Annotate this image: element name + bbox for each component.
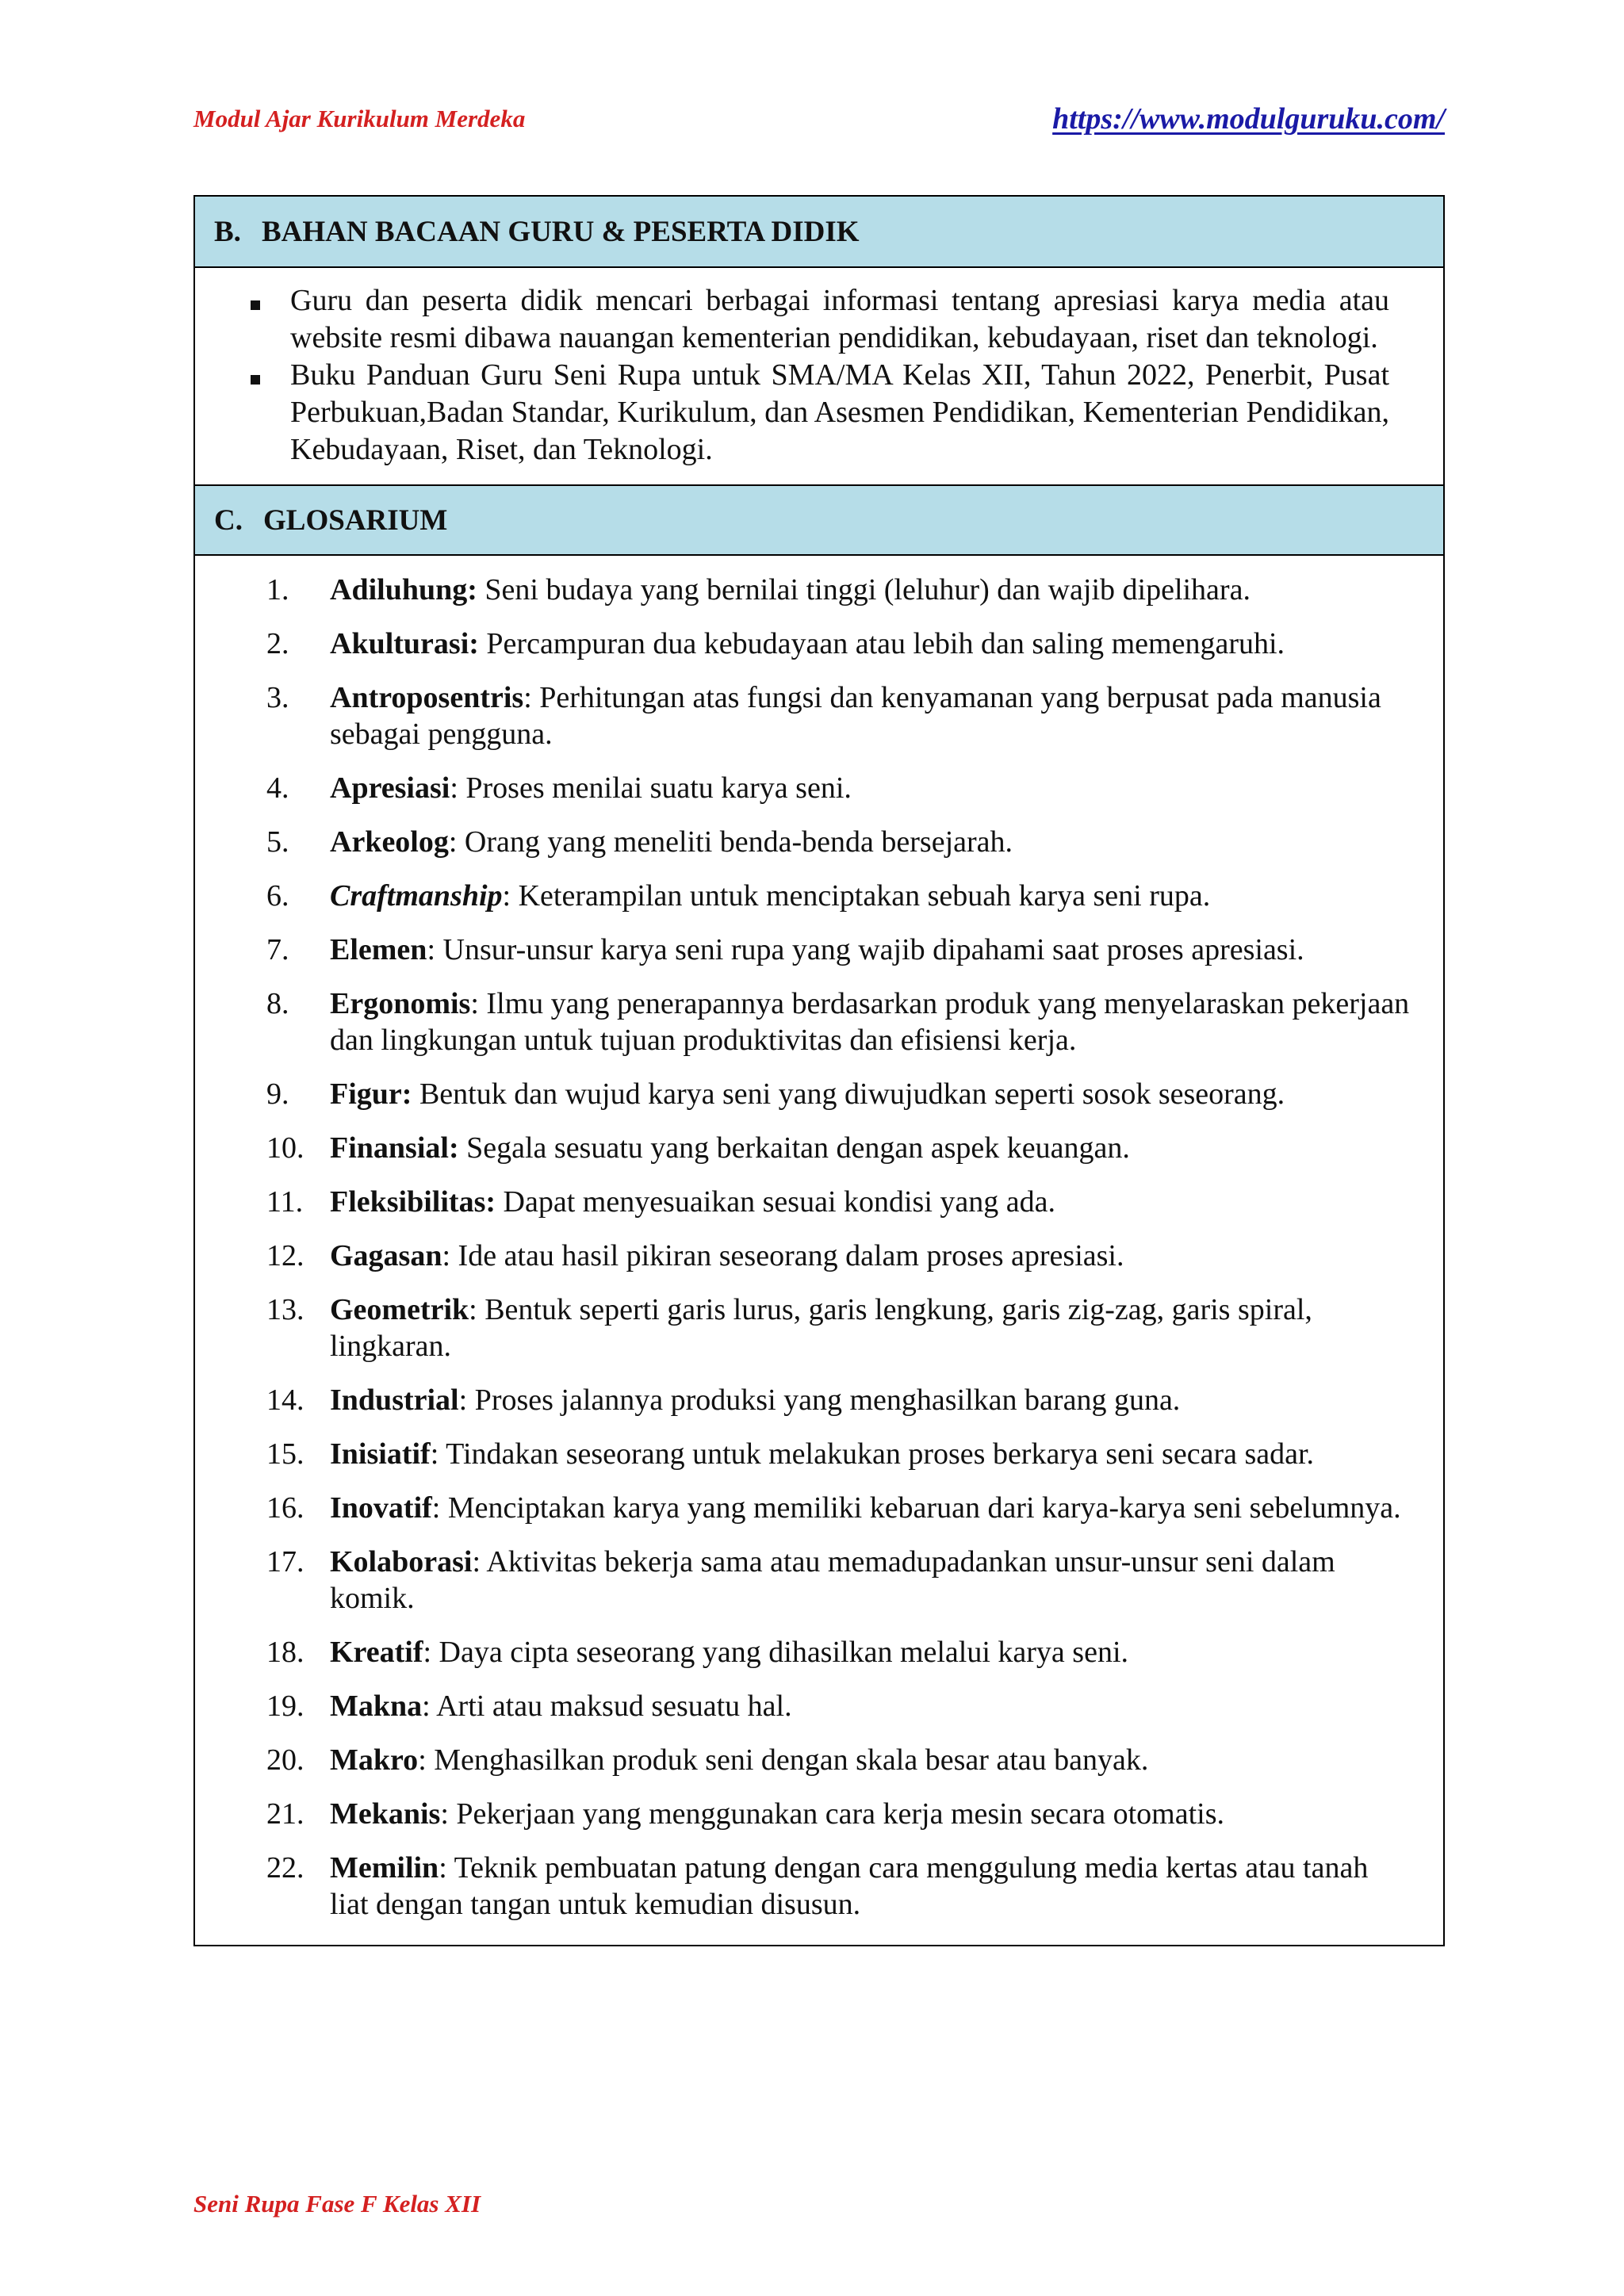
glossary-term: Finansial:	[330, 1131, 459, 1165]
glossary-item	[266, 1184, 1411, 1220]
glossary-definition: : Keterampilan untuk menciptakan sebuah karya seni rupa.	[502, 879, 1211, 913]
glossary-number: 20.	[266, 1743, 304, 1777]
glossary-definition: : Perhitungan atas fungsi dan kenyamanan yang berpusat pada manusia sebagai pengguna.	[330, 681, 1381, 751]
glossary-number: 5.	[266, 825, 289, 859]
glossary-number: 3.	[266, 681, 289, 714]
list-item	[249, 282, 1389, 357]
glossary-number: 2.	[266, 627, 289, 660]
glossary-entry	[330, 770, 1411, 806]
glossary-number: 6.	[266, 879, 289, 913]
glossary-entry	[330, 1634, 1411, 1670]
glossary-entry	[330, 679, 1411, 752]
glossary-definition: Seni budaya yang bernilai tinggi (leluhur) dan wajib dipelihara.	[477, 573, 1251, 607]
glossary-entry	[330, 1796, 1411, 1832]
glossary-number: 7.	[266, 933, 289, 966]
glossary-number: 8.	[266, 987, 289, 1020]
glossary-term: Fleksibilitas:	[330, 1185, 496, 1219]
glossary-item	[266, 1076, 1411, 1112]
glossary-number: 1.	[266, 573, 289, 607]
glossary-term: Kreatif	[330, 1636, 423, 1669]
glossary-term: Makro	[330, 1743, 419, 1777]
glossary-entry	[330, 932, 1411, 968]
glossary-item	[266, 932, 1411, 968]
glossary-definition: : Orang yang meneliti benda-benda bersejarah.	[448, 825, 1013, 859]
glossary-entry	[330, 1742, 1411, 1778]
glossary-definition: Dapat menyesuaikan sesuai kondisi yang ada.	[496, 1185, 1055, 1219]
glossary-entry	[330, 1688, 1411, 1724]
glossary-item	[266, 1796, 1411, 1832]
glossary-definition: : Proses menilai suatu karya seni.	[450, 771, 852, 805]
glossary-item	[266, 1544, 1411, 1617]
page-header	[193, 101, 1445, 141]
glossary-term: Elemen	[330, 933, 427, 966]
glossary-entry	[330, 878, 1411, 914]
glossary-number: 9.	[266, 1077, 289, 1111]
section-b-title: BAHAN BACAAN GURU & PESERTA DIDIK	[262, 215, 860, 248]
glossary-entry	[330, 985, 1411, 1058]
glossary-entry	[330, 1490, 1411, 1526]
glossary-item	[266, 1436, 1411, 1472]
glossary-term: Industrial	[330, 1383, 459, 1417]
glossary-term: Ergonomis	[330, 987, 471, 1020]
glossary-item	[266, 626, 1411, 662]
glossary-definition: : Menghasilkan produk seni dengan skala besar atau banyak.	[418, 1743, 1149, 1777]
page-footer: Seni Rupa Fase F Kelas XII	[193, 2190, 481, 2218]
glossary-item	[266, 1850, 1411, 1923]
glossary-item	[266, 824, 1411, 860]
glossary-item	[266, 1292, 1411, 1364]
reading-materials-list	[195, 268, 1443, 484]
glossary-number: 4.	[266, 771, 289, 805]
glossary-entry	[330, 1238, 1411, 1274]
glossary-term: Akulturasi:	[330, 627, 479, 660]
glossary-number: 18.	[266, 1636, 304, 1669]
glossary-term: Antroposentris	[330, 681, 524, 714]
glossary-definition: : Arti atau maksud sesuatu hal.	[422, 1689, 792, 1723]
glossary-definition: : Proses jalannya produksi yang menghasilkan barang guna.	[458, 1383, 1181, 1417]
square-bullet-icon	[249, 282, 290, 320]
glossary-item	[266, 985, 1411, 1058]
glossary-term: Makna	[330, 1689, 423, 1723]
glossary-item	[266, 1382, 1411, 1418]
glossary-definition: : Bentuk seperti garis lurus, garis lengkung, garis zig-zag, garis spiral, lingkaran.	[330, 1293, 1312, 1363]
glossary-term: Craftmanship	[330, 879, 503, 913]
glossary-number: 10.	[266, 1131, 304, 1165]
glossary-term: Mekanis	[330, 1797, 441, 1831]
section-c-letter: C.	[214, 503, 243, 537]
glossary-term: Memilin	[330, 1851, 439, 1885]
glossary-entry	[330, 824, 1411, 860]
glossary-entry	[330, 572, 1411, 608]
glossary-definition: : Ide atau hasil pikiran seseorang dalam proses apresiasi.	[442, 1239, 1124, 1272]
glossary-definition: Segala sesuatu yang berkaitan dengan aspek keuangan.	[458, 1131, 1130, 1165]
glossary-definition: : Tindakan seseorang untuk melakukan proses berkarya seni secara sadar.	[430, 1437, 1315, 1471]
glossary-number: 17.	[266, 1545, 304, 1578]
square-bullet-icon	[249, 357, 290, 394]
glossary-entry	[330, 626, 1411, 662]
glossary-term: Apresiasi	[330, 771, 450, 805]
section-b-header	[195, 197, 1443, 268]
glossary-number: 13.	[266, 1293, 304, 1326]
glossary-entry	[330, 1436, 1411, 1472]
glossary-definition: Percampuran dua kebudayaan atau lebih dan saling memengaruhi.	[478, 627, 1285, 660]
glossary-number: 15.	[266, 1437, 304, 1471]
glossary-list	[195, 556, 1443, 1945]
glossary-number: 19.	[266, 1689, 304, 1723]
glossary-item	[266, 1742, 1411, 1778]
glossary-entry	[330, 1130, 1411, 1166]
glossary-item	[266, 679, 1411, 752]
glossary-entry	[330, 1382, 1411, 1418]
glossary-number: 14.	[266, 1383, 304, 1417]
glossary-definition: Bentuk dan wujud karya seni yang diwujudkan seperti sosok seseorang.	[412, 1077, 1285, 1111]
glossary-term: Kolaborasi	[330, 1545, 473, 1578]
glossary-term: Gagasan	[330, 1239, 442, 1272]
header-website-link[interactable]: https://www.modulguruku.com/	[1052, 102, 1445, 136]
list-item	[249, 357, 1389, 469]
glossary-term: Inovatif	[330, 1491, 432, 1525]
glossary-term: Arkeolog	[330, 825, 449, 859]
glossary-definition: : Menciptakan karya yang memiliki kebaruan dari karya-karya seni sebelumnya.	[431, 1491, 1401, 1525]
glossary-item	[266, 1130, 1411, 1166]
glossary-definition: : Teknik pembuatan patung dengan cara menggulung media kertas atau tanah liat dengan tangan untuk kemudian disusun.	[330, 1851, 1369, 1921]
glossary-item	[266, 1238, 1411, 1274]
glossary-entry	[330, 1850, 1411, 1923]
glossary-number: 21.	[266, 1797, 304, 1831]
glossary-definition: : Unsur-unsur karya seni rupa yang wajib dipahami saat proses apresiasi.	[427, 933, 1304, 966]
glossary-item	[266, 572, 1411, 608]
glossary-definition: : Daya cipta seseorang yang dihasilkan melalui karya seni.	[423, 1636, 1129, 1669]
glossary-item	[266, 770, 1411, 806]
glossary-term: Inisiatif	[330, 1437, 431, 1471]
glossary-number: 16.	[266, 1491, 304, 1525]
content-table	[193, 195, 1445, 1946]
glossary-item	[266, 1688, 1411, 1724]
section-b-letter: B.	[214, 215, 241, 248]
section-c-header	[195, 484, 1443, 556]
bullet-text: Buku Panduan Guru Seni Rupa untuk SMA/MA Kelas XII, Tahun 2022, Penerbit, Pusat Perbukuan,Badan Standar, Kurikulum, dan Asesmen Pendidikan, Kementerian Pendidikan, Kebudayaan, Riset, dan Teknologi.	[290, 358, 1389, 466]
glossary-number: 22.	[266, 1851, 304, 1885]
glossary-entry	[330, 1544, 1411, 1617]
glossary-term: Figur:	[330, 1077, 412, 1111]
glossary-number: 11.	[266, 1185, 304, 1219]
glossary-entry	[330, 1292, 1411, 1364]
section-c-title: GLOSARIUM	[263, 503, 448, 537]
glossary-definition: : Ilmu yang penerapannya berdasarkan produk yang menyelaraskan pekerjaan dan lingkungan untuk tujuan produktivitas dan efisiensi kerja.	[330, 987, 1410, 1057]
glossary-term: Geometrik	[330, 1293, 469, 1326]
glossary-item	[266, 878, 1411, 914]
glossary-entry	[330, 1076, 1411, 1112]
glossary-term: Adiluhung:	[330, 573, 477, 607]
glossary-definition: : Pekerjaan yang menggunakan cara kerja mesin secara otomatis.	[440, 1797, 1225, 1831]
header-module-title: Modul Ajar Kurikulum Merdeka	[193, 105, 526, 132]
glossary-number: 12.	[266, 1239, 304, 1272]
glossary-item	[266, 1634, 1411, 1670]
glossary-entry	[330, 1184, 1411, 1220]
bullet-text: Guru dan peserta didik mencari berbagai informasi tentang apresiasi karya media atau website resmi dibawa nauangan kementerian pendidikan, kebudayaan, riset dan teknologi.	[290, 284, 1389, 354]
glossary-item	[266, 1490, 1411, 1526]
glossary-definition: : Aktivitas bekerja sama atau memadupadankan unsur-unsur seni dalam komik.	[330, 1545, 1335, 1615]
